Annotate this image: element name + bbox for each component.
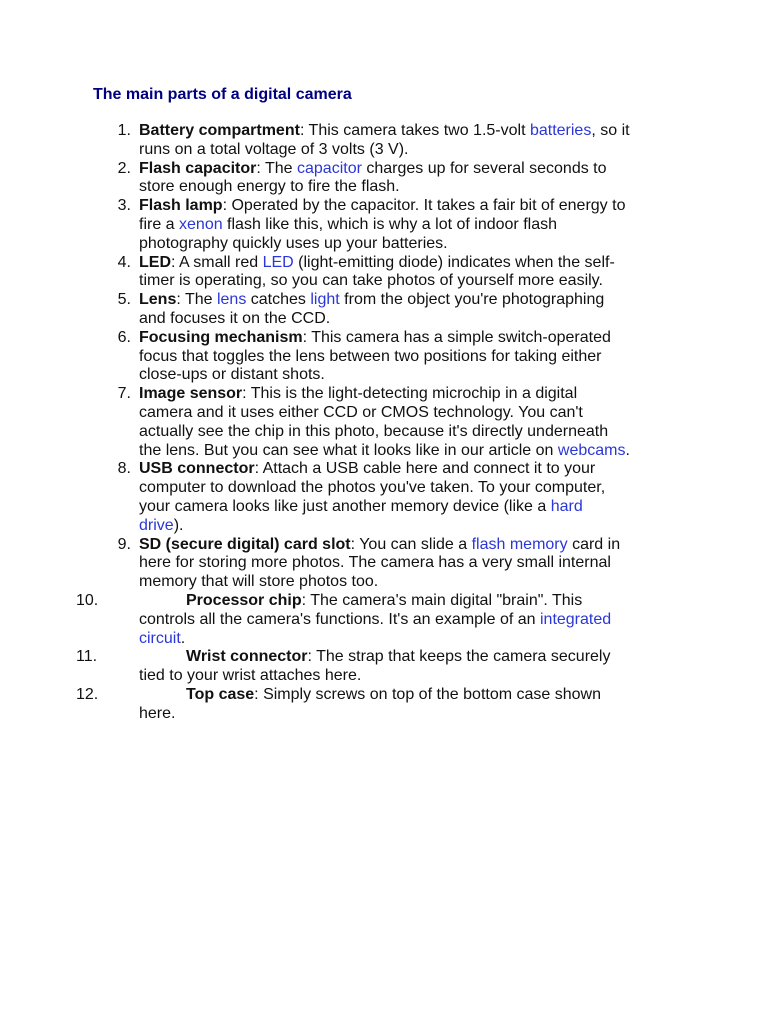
list-item — [0, 460, 768, 535]
list-item — [0, 254, 768, 292]
item-text: : Operated by the capacitor. It takes a fair bit of energy to — [222, 197, 626, 215]
item-text: : The strap that keeps the camera securely — [307, 648, 611, 666]
item-text: timer is operating, so you can take photos of yourself more easily. — [139, 272, 603, 290]
item-text: (light-emitting diode) indicates when the self- — [293, 253, 615, 271]
item-term: Flash capacitor — [139, 159, 257, 177]
list-item-line — [139, 667, 768, 686]
list-item-number: 6. — [117, 328, 131, 346]
page-title: The main parts of a digital camera — [93, 86, 352, 103]
list-item-number: 4. — [117, 253, 131, 271]
list-item-line — [139, 479, 768, 498]
list-item-number: 10. — [76, 591, 99, 609]
item-text: photography quickly uses up your batteries. — [139, 234, 448, 252]
list-item — [0, 160, 768, 198]
list-item-number: 12. — [76, 685, 99, 703]
list-item — [0, 648, 768, 686]
list-item-line — [186, 592, 768, 611]
item-text: actually see the chip in this photo, because it's directly underneath — [139, 422, 609, 440]
item-text: : The camera's main digital "brain". This — [301, 591, 583, 609]
list-item-line — [139, 254, 768, 273]
item-text: fire a — [139, 215, 180, 233]
item-term: Lens — [139, 291, 177, 309]
list-item-line — [139, 216, 768, 235]
item-text: and focuses it on the CCD. — [139, 309, 331, 327]
list-item-line — [139, 329, 768, 348]
item-term: LED — [139, 253, 171, 271]
item-term: Top case — [186, 685, 255, 703]
item-text: runs on a total voltage of 3 volts (3 V). — [139, 140, 409, 158]
item-text: catches — [246, 291, 311, 309]
inline-link[interactable]: capacitor — [297, 159, 362, 177]
item-text: : Simply screws on top of the bottom case shown — [254, 685, 601, 703]
list-item — [0, 592, 768, 648]
item-term: Processor chip — [186, 591, 302, 609]
list-item-line — [139, 197, 768, 216]
item-text: : You can slide a — [350, 535, 472, 553]
item-text: : The — [176, 291, 217, 309]
list-item-number: 9. — [117, 535, 131, 553]
item-text: the lens. But you can see what it looks like in our article on — [139, 441, 558, 459]
list-item-line — [139, 235, 768, 254]
inline-link[interactable]: webcams — [557, 441, 626, 459]
list-item — [0, 197, 768, 253]
list-item-line — [186, 648, 768, 667]
item-text: tied to your wrist attaches here. — [139, 667, 362, 685]
list-item-number: 3. — [117, 197, 131, 215]
item-text: flash like this, which is why a lot of indoor flash — [222, 215, 557, 233]
item-text: memory that will store photos too. — [139, 573, 379, 591]
list-item-line — [139, 385, 768, 404]
list-item-number: 1. — [117, 122, 131, 139]
inline-link[interactable]: xenon — [179, 215, 223, 233]
list-item-line — [139, 498, 768, 517]
inline-link[interactable]: batteries — [529, 122, 592, 139]
item-text: : This is the light-detecting microchip in a digital — [242, 385, 578, 403]
list-item-number: 8. — [117, 460, 131, 478]
item-text: here. — [139, 704, 176, 722]
list-item-line — [139, 404, 768, 423]
item-term: SD (secure digital) card slot — [139, 535, 351, 553]
list-item-line — [139, 630, 768, 649]
list-item-line — [139, 536, 768, 555]
list-item-number: 11. — [76, 648, 98, 666]
list-item-line — [139, 160, 768, 179]
item-term: Flash lamp — [139, 197, 223, 215]
inline-link[interactable]: LED — [262, 253, 294, 271]
inline-link[interactable]: hard — [550, 497, 583, 515]
item-text: computer to download the photos you've taken. To your computer, — [139, 479, 606, 497]
item-term: Wrist connector — [186, 648, 308, 666]
list-item — [0, 122, 768, 160]
list-item-number: 7. — [117, 385, 131, 403]
list-item-line — [139, 272, 768, 291]
item-term: USB connector — [139, 460, 255, 478]
item-text: : The — [256, 159, 297, 177]
inline-link[interactable]: lens — [216, 291, 247, 309]
item-text: : Attach a USB cable here and connect it to your — [254, 460, 596, 478]
list-item-line — [139, 366, 768, 385]
item-text: . — [180, 629, 186, 647]
list-item-line — [139, 348, 768, 367]
list-item-line — [139, 517, 768, 536]
list-item-line — [139, 705, 768, 724]
item-text: close-ups or distant shots. — [139, 366, 325, 384]
list-item-line — [139, 442, 768, 461]
list-item-line — [139, 460, 768, 479]
item-text: here for storing more photos. The camera has a very small internal — [139, 554, 611, 572]
item-text: : This camera has a simple switch-operated — [302, 328, 611, 346]
item-text: controls all the camera's functions. It's an example of an — [139, 610, 540, 628]
item-text: : A small red — [171, 253, 263, 271]
inline-link[interactable]: light — [310, 291, 340, 309]
item-term: Battery compartment — [139, 122, 300, 139]
item-text: ). — [173, 516, 184, 534]
inline-link[interactable]: drive — [139, 516, 174, 534]
list-item-line — [139, 291, 768, 310]
list-item-line — [186, 686, 768, 705]
item-term: Focusing mechanism — [139, 328, 303, 346]
list-item — [0, 291, 768, 329]
inline-link[interactable]: integrated — [539, 610, 612, 628]
item-text: focus that toggles the lens between two positions for taking either — [139, 347, 602, 365]
item-text: card in — [567, 535, 621, 553]
item-text: : This camera takes two 1.5-volt — [299, 122, 530, 139]
list-item-number: 2. — [117, 159, 131, 177]
list-item-line — [139, 573, 768, 592]
list-item-line — [139, 141, 768, 160]
list-item-number: 5. — [117, 291, 131, 309]
item-text: camera and it uses either CCD or CMOS technology. You can't — [139, 403, 583, 421]
list-item-line — [139, 310, 768, 329]
list-item — [0, 686, 768, 724]
list-item — [0, 536, 768, 592]
list-item-line — [139, 423, 768, 442]
list-item-line — [139, 122, 768, 141]
item-text: . — [625, 441, 630, 459]
item-text: , so it — [591, 122, 630, 139]
list-item-line — [139, 554, 768, 573]
item-text: store enough energy to fire the flash. — [139, 178, 400, 196]
item-text: your camera looks like just another memory device (like a — [139, 497, 551, 515]
list-item-line — [139, 611, 768, 630]
item-term: Image sensor — [139, 385, 243, 403]
item-text: from the object you're photographing — [339, 291, 605, 309]
list-item — [0, 385, 768, 460]
list-item-line — [139, 178, 768, 197]
inline-link[interactable]: flash memory — [471, 535, 568, 553]
item-text: charges up for several seconds to — [361, 159, 607, 177]
parts-list — [0, 122, 768, 724]
inline-link[interactable]: circuit — [139, 629, 181, 647]
list-item — [0, 329, 768, 385]
